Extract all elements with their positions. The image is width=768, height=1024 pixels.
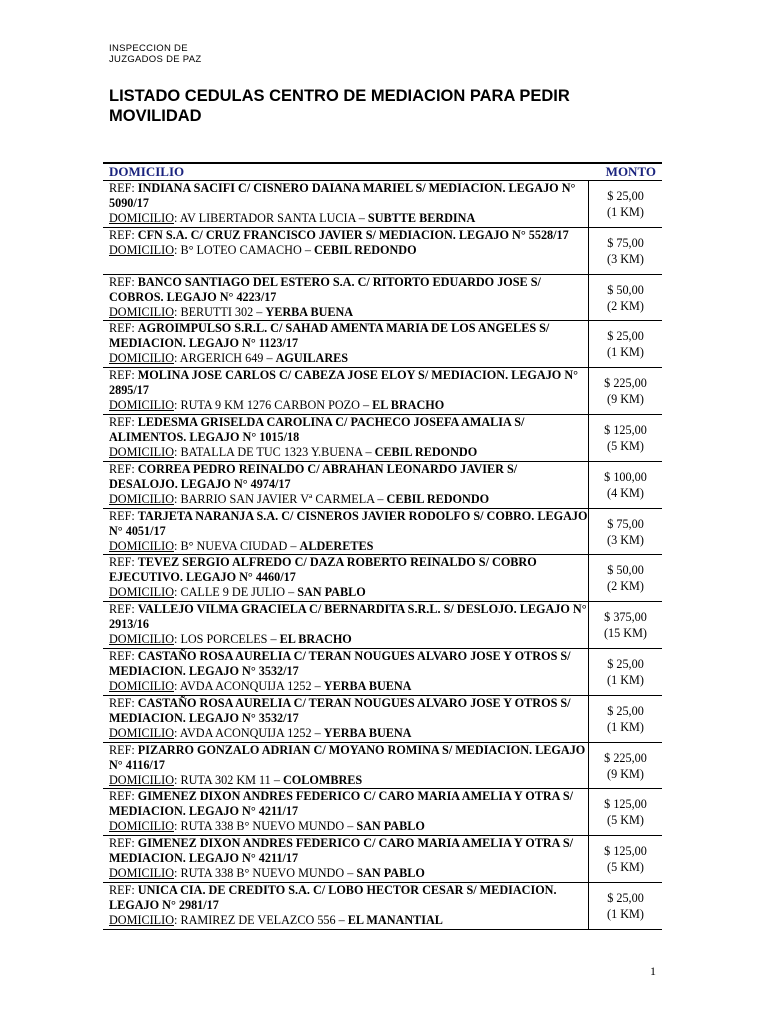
table-row: [103, 321, 662, 368]
amount-value: $ 25,00: [607, 189, 644, 203]
case-reference: TEVEZ SERGIO ALFREDO C/ DAZA ROBERTO REINALDO S/ COBRO EJECUTIVO. LEGAJO N° 4460/17: [109, 555, 537, 585]
row-amount: [588, 743, 662, 789]
locality: YERBA BUENA: [323, 725, 412, 740]
locality: CEBIL REDONDO: [313, 242, 417, 257]
locality: COLOMBRES: [282, 772, 363, 787]
document-title: LISTADO CEDULAS CENTRO DE MEDIACION PARA PEDIR MOVILIDAD: [109, 87, 570, 125]
address: AVDA ACONQUIJA 1252: [179, 725, 312, 740]
table-row: [103, 415, 662, 462]
domicilio-label: DOMICILIO: [109, 678, 174, 693]
table-row: [103, 275, 662, 322]
domicilio-label: DOMICILIO: [109, 491, 174, 506]
table-header: [103, 164, 662, 181]
org-line-1: INSPECCION DE: [109, 43, 188, 54]
row-description: REF: CASTAÑO ROSA AURELIA C/ TERAN NOUGUES ALVARO JOSE Y OTROS S/ MEDIACION. LEGAJO N° 3532/17 DOMICILIO: AVDA ACONQUIJA 1252 – YERBA BUENA: [103, 696, 588, 742]
locality: CEBIL REDONDO: [386, 491, 490, 506]
locality: YERBA BUENA: [323, 678, 412, 693]
distance-km: (3 KM): [607, 532, 644, 547]
organization-header: [109, 43, 201, 65]
table-row: [103, 883, 662, 930]
table-row: [103, 368, 662, 415]
ref-label: REF: [109, 836, 132, 851]
distance-km: (5 KM): [607, 438, 644, 453]
distance-km: (9 KM): [607, 392, 644, 407]
amount-value: $ 25,00: [607, 656, 644, 671]
distance-km: (15 KM): [604, 626, 647, 641]
address: ARGERICH 649: [179, 351, 264, 366]
distance-km: (1 KM): [607, 345, 644, 360]
org-line-2: JUZGADOS DE PAZ: [109, 54, 202, 65]
address: B° LOTEO CAMACHO: [180, 242, 302, 257]
ref-label: REF: [109, 789, 132, 804]
row-description: REF: CFN S.A. C/ CRUZ FRANCISCO JAVIER S/ MEDIACION. LEGAJO N° 5528/17 DOMICILIO: B° LOTEO CAMACHO – CEBIL REDONDO: [103, 228, 588, 274]
address-line: DOMICILIO: AVDA ACONQUIJA 1252 – YERBA BUENA: [109, 725, 412, 740]
row-description: REF: GIMENEZ DIXON ANDRES FEDERICO C/ CARO MARIA AMELIA Y OTRA S/ MEDIACION. LEGAJO N° 4211/17 DOMICILIO: RUTA 338 B° NUEVO MUNDO – SAN PABLO: [103, 836, 588, 882]
row-amount: [588, 509, 662, 555]
locality: SUBTTE BERDINA: [367, 211, 476, 225]
address-line: DOMICILIO: RUTA 338 B° NUEVO MUNDO – SAN PABLO: [109, 819, 425, 834]
row-amount: [588, 321, 662, 367]
distance-km: (5 KM): [607, 813, 644, 828]
amount-value: $ 75,00: [607, 516, 644, 531]
distance-km: (3 KM): [607, 251, 644, 266]
table-row: [103, 555, 662, 602]
case-reference: GIMENEZ DIXON ANDRES FEDERICO C/ CARO MARIA AMELIA Y OTRA S/ MEDIACION. LEGAJO N° 4211/17: [109, 836, 573, 866]
locality: SAN PABLO: [356, 866, 425, 881]
domicilio-label: DOMICILIO: [109, 398, 174, 413]
page-number: 1: [650, 964, 656, 978]
domicilio-label: DOMICILIO: [109, 211, 174, 225]
address-line: DOMICILIO: BERUTTI 302 – YERBA BUENA: [109, 304, 354, 319]
ref-label: REF: [109, 742, 132, 757]
row-amount: [588, 415, 662, 461]
amount-value: $ 100,00: [604, 469, 647, 484]
domicilio-label: DOMICILIO: [109, 912, 174, 927]
ref-label: REF: [109, 882, 132, 897]
table-row: [103, 649, 662, 696]
address-line: DOMICILIO: RUTA 9 KM 1276 CARBON POZO – EL BRACHO: [109, 398, 445, 413]
address-line: DOMICILIO: CALLE 9 DE JULIO – SAN PABLO: [109, 585, 366, 600]
domicilio-label: DOMICILIO: [109, 304, 174, 319]
row-description: REF: LEDESMA GRISELDA CAROLINA C/ PACHECO JOSEFA AMALIA S/ ALIMENTOS. LEGAJO N° 1015/18 DOMICILIO: BATALLA DE TUC 1323 Y.BUENA – CEBIL REDONDO: [103, 415, 588, 461]
distance-km: (1 KM): [607, 672, 644, 687]
distance-km: (1 KM): [607, 719, 644, 734]
distance-km: (9 KM): [607, 766, 644, 781]
amount-value: $ 50,00: [607, 563, 644, 578]
address-line: DOMICILIO: BATALLA DE TUC 1323 Y.BUENA – CEBIL REDONDO: [109, 444, 478, 459]
case-reference: INDIANA SACIFI C/ CISNERO DAIANA MARIEL S/ MEDIACION. LEGAJO N° 5090/17: [109, 181, 576, 210]
amount-value: $ 125,00: [604, 422, 647, 437]
row-description: REF: BANCO SANTIAGO DEL ESTERO S.A. C/ RITORTO EDUARDO JOSE S/ COBROS. LEGAJO N° 4223/17 DOMICILIO: BERUTTI 302 – YERBA BUENA: [103, 275, 588, 321]
ref-label: REF: [109, 274, 132, 289]
amount-value: $ 25,00: [607, 703, 644, 718]
address-line: DOMICILIO: BARRIO SAN JAVIER Vª CARMELA – CEBIL REDONDO: [109, 491, 490, 506]
address: BARRIO SAN JAVIER Vª CARMELA: [180, 491, 375, 506]
ref-label: REF: [109, 414, 132, 429]
domicilio-label: DOMICILIO: [109, 444, 174, 459]
address-line: DOMICILIO: LOS PORCELES – EL BRACHO: [109, 632, 352, 647]
case-reference: TARJETA NARANJA S.A. C/ CISNEROS JAVIER RODOLFO S/ COBRO. LEGAJO N° 4051/17: [109, 508, 588, 538]
amount-value: $ 75,00: [607, 235, 644, 250]
distance-km: (2 KM): [607, 579, 644, 594]
address: RAMIREZ DE VELAZCO 556: [180, 912, 336, 927]
row-description: REF: MOLINA JOSE CARLOS C/ CABEZA JOSE ELOY S/ MEDIACION. LEGAJO N° 2895/17 DOMICILIO: RUTA 9 KM 1276 CARBON POZO – EL BRACHO: [103, 368, 588, 414]
row-amount: [588, 649, 662, 695]
domicilio-label: DOMICILIO: [109, 866, 174, 881]
address-line: DOMICILIO: AV LIBERTADOR SANTA LUCIA – SUBTTE BERDINA: [109, 211, 476, 225]
distance-km: (5 KM): [607, 860, 644, 875]
locality: EL BRACHO: [372, 398, 445, 413]
ref-label: REF: [109, 508, 132, 523]
ref-label: REF: [109, 461, 132, 476]
table-row: [103, 181, 662, 228]
ref-label: REF: [109, 227, 132, 242]
row-amount: [588, 181, 662, 227]
address: RUTA 9 KM 1276 CARBON POZO: [180, 398, 360, 413]
case-reference: PIZARRO GONZALO ADRIAN C/ MOYANO ROMINA S/ MEDIACION. LEGAJO N° 4116/17: [109, 742, 586, 772]
case-reference: VALLEJO VILMA GRACIELA C/ BERNARDITA S.R.L. S/ DESLOJO. LEGAJO N° 2913/16: [109, 602, 587, 632]
address: BERUTTI 302: [180, 304, 254, 319]
locality: AGUILARES: [275, 351, 349, 366]
table-row: [103, 228, 662, 275]
locality: YERBA BUENA: [265, 304, 354, 319]
case-reference: CORREA PEDRO REINALDO C/ ABRAHAN LEONARDO JAVIER S/ DESALOJO. LEGAJO N° 4974/17: [109, 461, 518, 491]
address: AVDA ACONQUIJA 1252: [179, 678, 312, 693]
locality: EL MANANTIAL: [347, 912, 443, 927]
row-description: REF: GIMENEZ DIXON ANDRES FEDERICO C/ CARO MARIA AMELIA Y OTRA S/ MEDIACION. LEGAJO N° 4211/17 DOMICILIO: RUTA 338 B° NUEVO MUNDO – SAN PABLO: [103, 789, 588, 835]
distance-km: (1 KM): [607, 205, 644, 219]
address: RUTA 338 B° NUEVO MUNDO: [180, 866, 345, 881]
table-row: [103, 462, 662, 509]
case-reference: CASTAÑO ROSA AURELIA C/ TERAN NOUGUES ALVARO JOSE Y OTROS S/ MEDIACION. LEGAJO N° 3532/17: [109, 695, 571, 725]
row-amount: [588, 789, 662, 835]
amount-value: $ 375,00: [604, 610, 647, 625]
ref-label: REF: [109, 648, 132, 663]
amount-value: $ 225,00: [604, 750, 647, 765]
table-row: [103, 602, 662, 649]
ref-label: REF: [109, 181, 132, 195]
row-description: REF: PIZARRO GONZALO ADRIAN C/ MOYANO ROMINA S/ MEDIACION. LEGAJO N° 4116/17 DOMICILIO: RUTA 302 KM 11 – COLOMBRES: [103, 743, 588, 789]
domicilio-label: DOMICILIO: [109, 351, 174, 366]
case-reference: AGROIMPULSO S.R.L. C/ SAHAD AMENTA MARIA DE LOS ANGELES S/ MEDIACION. LEGAJO N° 1123/17: [109, 321, 550, 351]
amount-value: $ 125,00: [604, 844, 647, 859]
row-description: REF: INDIANA SACIFI C/ CISNERO DAIANA MARIEL S/ MEDIACION. LEGAJO N° 5090/17 DOMICILIO: AV LIBERTADOR SANTA LUCIA – SUBTTE BERDINA: [103, 181, 588, 227]
row-description: REF: AGROIMPULSO S.R.L. C/ SAHAD AMENTA MARIA DE LOS ANGELES S/ MEDIACION. LEGAJO N° 1123/17 DOMICILIO: ARGERICH 649 – AGUILARES: [103, 321, 588, 367]
row-amount: [588, 602, 662, 648]
row-description: REF: TARJETA NARANJA S.A. C/ CISNEROS JAVIER RODOLFO S/ COBRO. LEGAJO N° 4051/17 DOMICILIO: B° NUEVA CIUDAD – ALDERETES: [109, 508, 588, 553]
address: BATALLA DE TUC 1323 Y.BUENA: [180, 444, 363, 459]
row-amount: [588, 368, 662, 414]
column-header-monto: MONTO: [605, 164, 656, 179]
distance-km: (1 KM): [607, 906, 644, 921]
column-header-domicilio: DOMICILIO: [109, 164, 185, 179]
row-description: REF: TEVEZ SERGIO ALFREDO C/ DAZA ROBERTO REINALDO S/ COBRO EJECUTIVO. LEGAJO N° 4460/17 DOMICILIO: CALLE 9 DE JULIO – SAN PABLO: [103, 555, 588, 601]
table-row: [103, 743, 662, 790]
case-reference: CASTAÑO ROSA AURELIA C/ TERAN NOUGUES ALVARO JOSE Y OTROS S/ MEDIACION. LEGAJO N° 3532/17: [109, 648, 571, 678]
address-line: DOMICILIO: RUTA 338 B° NUEVO MUNDO – SAN PABLO: [109, 866, 425, 881]
address-line: DOMICILIO: B° NUEVA CIUDAD – ALDERETES: [109, 538, 374, 553]
table-body: [103, 181, 662, 930]
table-row: [103, 836, 662, 883]
locality: EL BRACHO: [279, 632, 352, 647]
table-row: [103, 696, 662, 743]
case-reference: BANCO SANTIAGO DEL ESTERO S.A. C/ RITORTO EDUARDO JOSE S/ COBROS. LEGAJO N° 4223/17: [109, 274, 541, 304]
amount-value: $ 25,00: [607, 329, 644, 344]
ref-label: REF: [109, 695, 132, 710]
row-description: REF: UNICA CIA. DE CREDITO S.A. C/ LOBO HECTOR CESAR S/ MEDIACION. LEGAJO N° 2981/17 DOMICILIO: RAMIREZ DE VELAZCO 556 – EL MANANTIAL: [103, 883, 588, 929]
row-description: REF: CORREA PEDRO REINALDO C/ ABRAHAN LEONARDO JAVIER S/ DESALOJO. LEGAJO N° 4974/17 DOMICILIO: BARRIO SAN JAVIER Vª CARMELA – CEBIL REDONDO: [103, 462, 588, 508]
domicilio-label: DOMICILIO: [109, 585, 174, 600]
address: CALLE 9 DE JULIO: [180, 585, 286, 600]
row-amount: [588, 696, 662, 742]
ref-label: REF: [109, 368, 132, 383]
address-line: DOMICILIO: ARGERICH 649 – AGUILARES: [109, 351, 349, 366]
case-reference: LEDESMA GRISELDA CAROLINA C/ PACHECO JOSEFA AMALIA S/ ALIMENTOS. LEGAJO N° 1015/18: [109, 414, 525, 444]
domicilio-label: DOMICILIO: [109, 242, 174, 257]
domicilio-label: DOMICILIO: [109, 819, 174, 834]
domicilio-label: DOMICILIO: [109, 632, 174, 647]
row-description: REF: VALLEJO VILMA GRACIELA C/ BERNARDITA S.R.L. S/ DESLOJO. LEGAJO N° 2913/16 DOMICILIO: LOS PORCELES – EL BRACHO: [109, 602, 587, 647]
ref-label: REF: [109, 555, 132, 570]
domicilio-label: DOMICILIO: [109, 725, 174, 740]
address-line: DOMICILIO: RAMIREZ DE VELAZCO 556 – EL MANANTIAL: [109, 912, 443, 927]
distance-km: (2 KM): [607, 298, 644, 313]
locality: SAN PABLO: [356, 819, 425, 834]
case-reference: MOLINA JOSE CARLOS C/ CABEZA JOSE ELOY S/ MEDIACION. LEGAJO N° 2895/17: [109, 368, 578, 398]
locality: SAN PABLO: [297, 585, 366, 600]
table-row: [103, 789, 662, 836]
address: RUTA 302 KM 11: [180, 772, 271, 787]
row-amount: [588, 462, 662, 508]
locality: CEBIL REDONDO: [374, 444, 478, 459]
cedulas-table: [103, 162, 662, 930]
amount-value: $ 225,00: [604, 376, 647, 391]
locality: ALDERETES: [299, 538, 374, 553]
row-amount: [588, 555, 662, 601]
case-reference: UNICA CIA. DE CREDITO S.A. C/ LOBO HECTOR CESAR S/ MEDIACION. LEGAJO N° 2981/17: [109, 882, 557, 912]
ref-label: REF: [109, 602, 132, 617]
row-amount: [588, 883, 662, 929]
row-amount: [588, 275, 662, 321]
distance-km: (4 KM): [607, 485, 644, 500]
amount-value: $ 50,00: [607, 282, 644, 297]
case-reference: CFN S.A. C/ CRUZ FRANCISCO JAVIER S/ MEDIACION. LEGAJO N° 5528/17: [137, 227, 569, 242]
table-row: [103, 509, 662, 556]
case-reference: GIMENEZ DIXON ANDRES FEDERICO C/ CARO MARIA AMELIA Y OTRA S/ MEDIACION. LEGAJO N° 4211/17: [109, 789, 573, 819]
address-line: DOMICILIO: RUTA 302 KM 11 – COLOMBRES: [109, 772, 363, 787]
domicilio-label: DOMICILIO: [109, 772, 174, 787]
row-description: REF: CASTAÑO ROSA AURELIA C/ TERAN NOUGUES ALVARO JOSE Y OTROS S/ MEDIACION. LEGAJO N° 3532/17 DOMICILIO: AVDA ACONQUIJA 1252 – YERBA BUENA: [103, 649, 588, 695]
address-line: DOMICILIO: AVDA ACONQUIJA 1252 – YERBA BUENA: [109, 678, 412, 693]
amount-value: $ 125,00: [604, 797, 647, 812]
address-line: DOMICILIO: B° LOTEO CAMACHO – CEBIL REDONDO: [109, 242, 417, 257]
row-amount: [588, 228, 662, 274]
domicilio-label: DOMICILIO: [109, 538, 174, 553]
address: LOS PORCELES: [180, 632, 268, 647]
address: RUTA 338 B° NUEVO MUNDO: [180, 819, 345, 834]
address: AV LIBERTADOR SANTA LUCIA: [179, 211, 356, 225]
amount-value: $ 25,00: [607, 890, 644, 905]
row-amount: [588, 836, 662, 882]
address: B° NUEVA CIUDAD: [180, 538, 288, 553]
ref-label: REF: [109, 321, 132, 336]
